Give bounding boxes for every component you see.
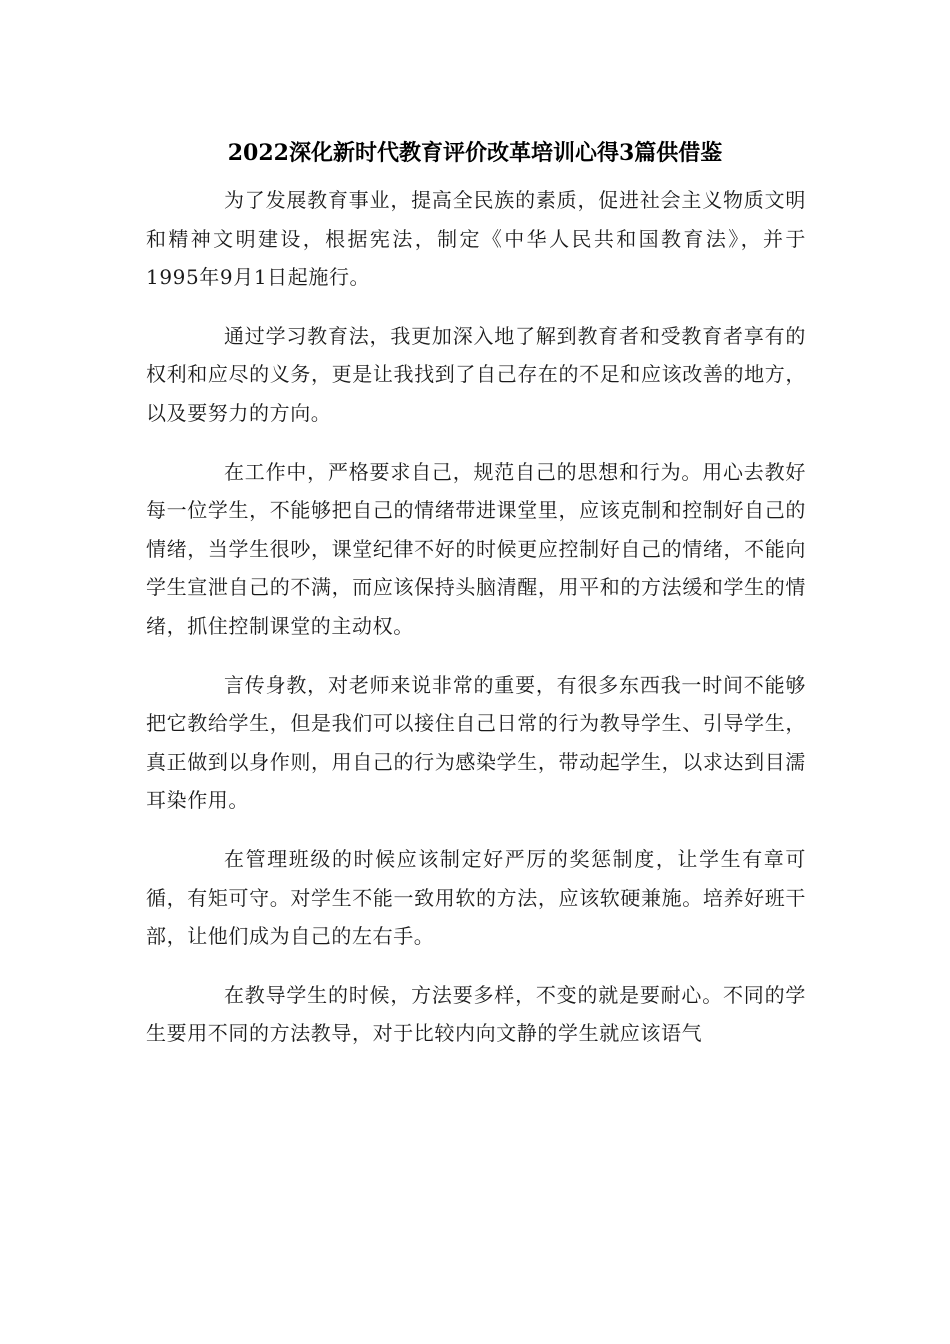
paragraph-6: 在教导学生的时候，方法要多样，不变的就是要耐心。不同的学生要用不同的方法教导，对于比较内向文静的学生就应该语气 <box>146 982 806 1046</box>
paragraph-4: 言传身教，对老师来说非常的重要，有很多东西我一时间不能够把它教给学生，但是我们可以接住自己日常的行为教导学生、引导学生，真正做到以身作则，用自己的行为感染学生，带动起学生，以求达到目濡耳染作用。 <box>146 672 806 813</box>
paragraph-3: 在工作中，严格要求自己，规范自己的思想和行为。用心去教好每一位学生，不能够把自己的情绪带进课堂里，应该克制和控制好自己的情绪，当学生很吵，课堂纪律不好的时候更应控制好自己的情绪，不能向学生宣泄自己的不满，而应该保持头脑清醒，用平和的方法缓和学生的情绪，抓住控制课堂的主动权。 <box>146 459 806 638</box>
paragraph-2: 通过学习教育法，我更加深入地了解到教育者和受教育者享有的权利和应尽的义务，更是让我找到了自己存在的不足和应该改善的地方，以及要努力的方向。 <box>146 323 806 425</box>
paragraph-5: 在管理班级的时候应该制定好严厉的奖惩制度，让学生有章可循，有矩可守。对学生不能一致用软的方法，应该软硬兼施。培养好班干部，让他们成为自己的左右手。 <box>146 846 806 949</box>
paragraph-1: 为了发展教育事业，提高全民族的素质，促进社会主义物质文明和精神文明建设，根据宪法，制定《中华人民共和国教育法》，并于1995年9月1日起施行。 <box>146 188 806 290</box>
document-body <box>146 181 806 1073</box>
document-title: 2022深化新时代教育评价改革培训心得3篇供借鉴 <box>227 140 723 166</box>
